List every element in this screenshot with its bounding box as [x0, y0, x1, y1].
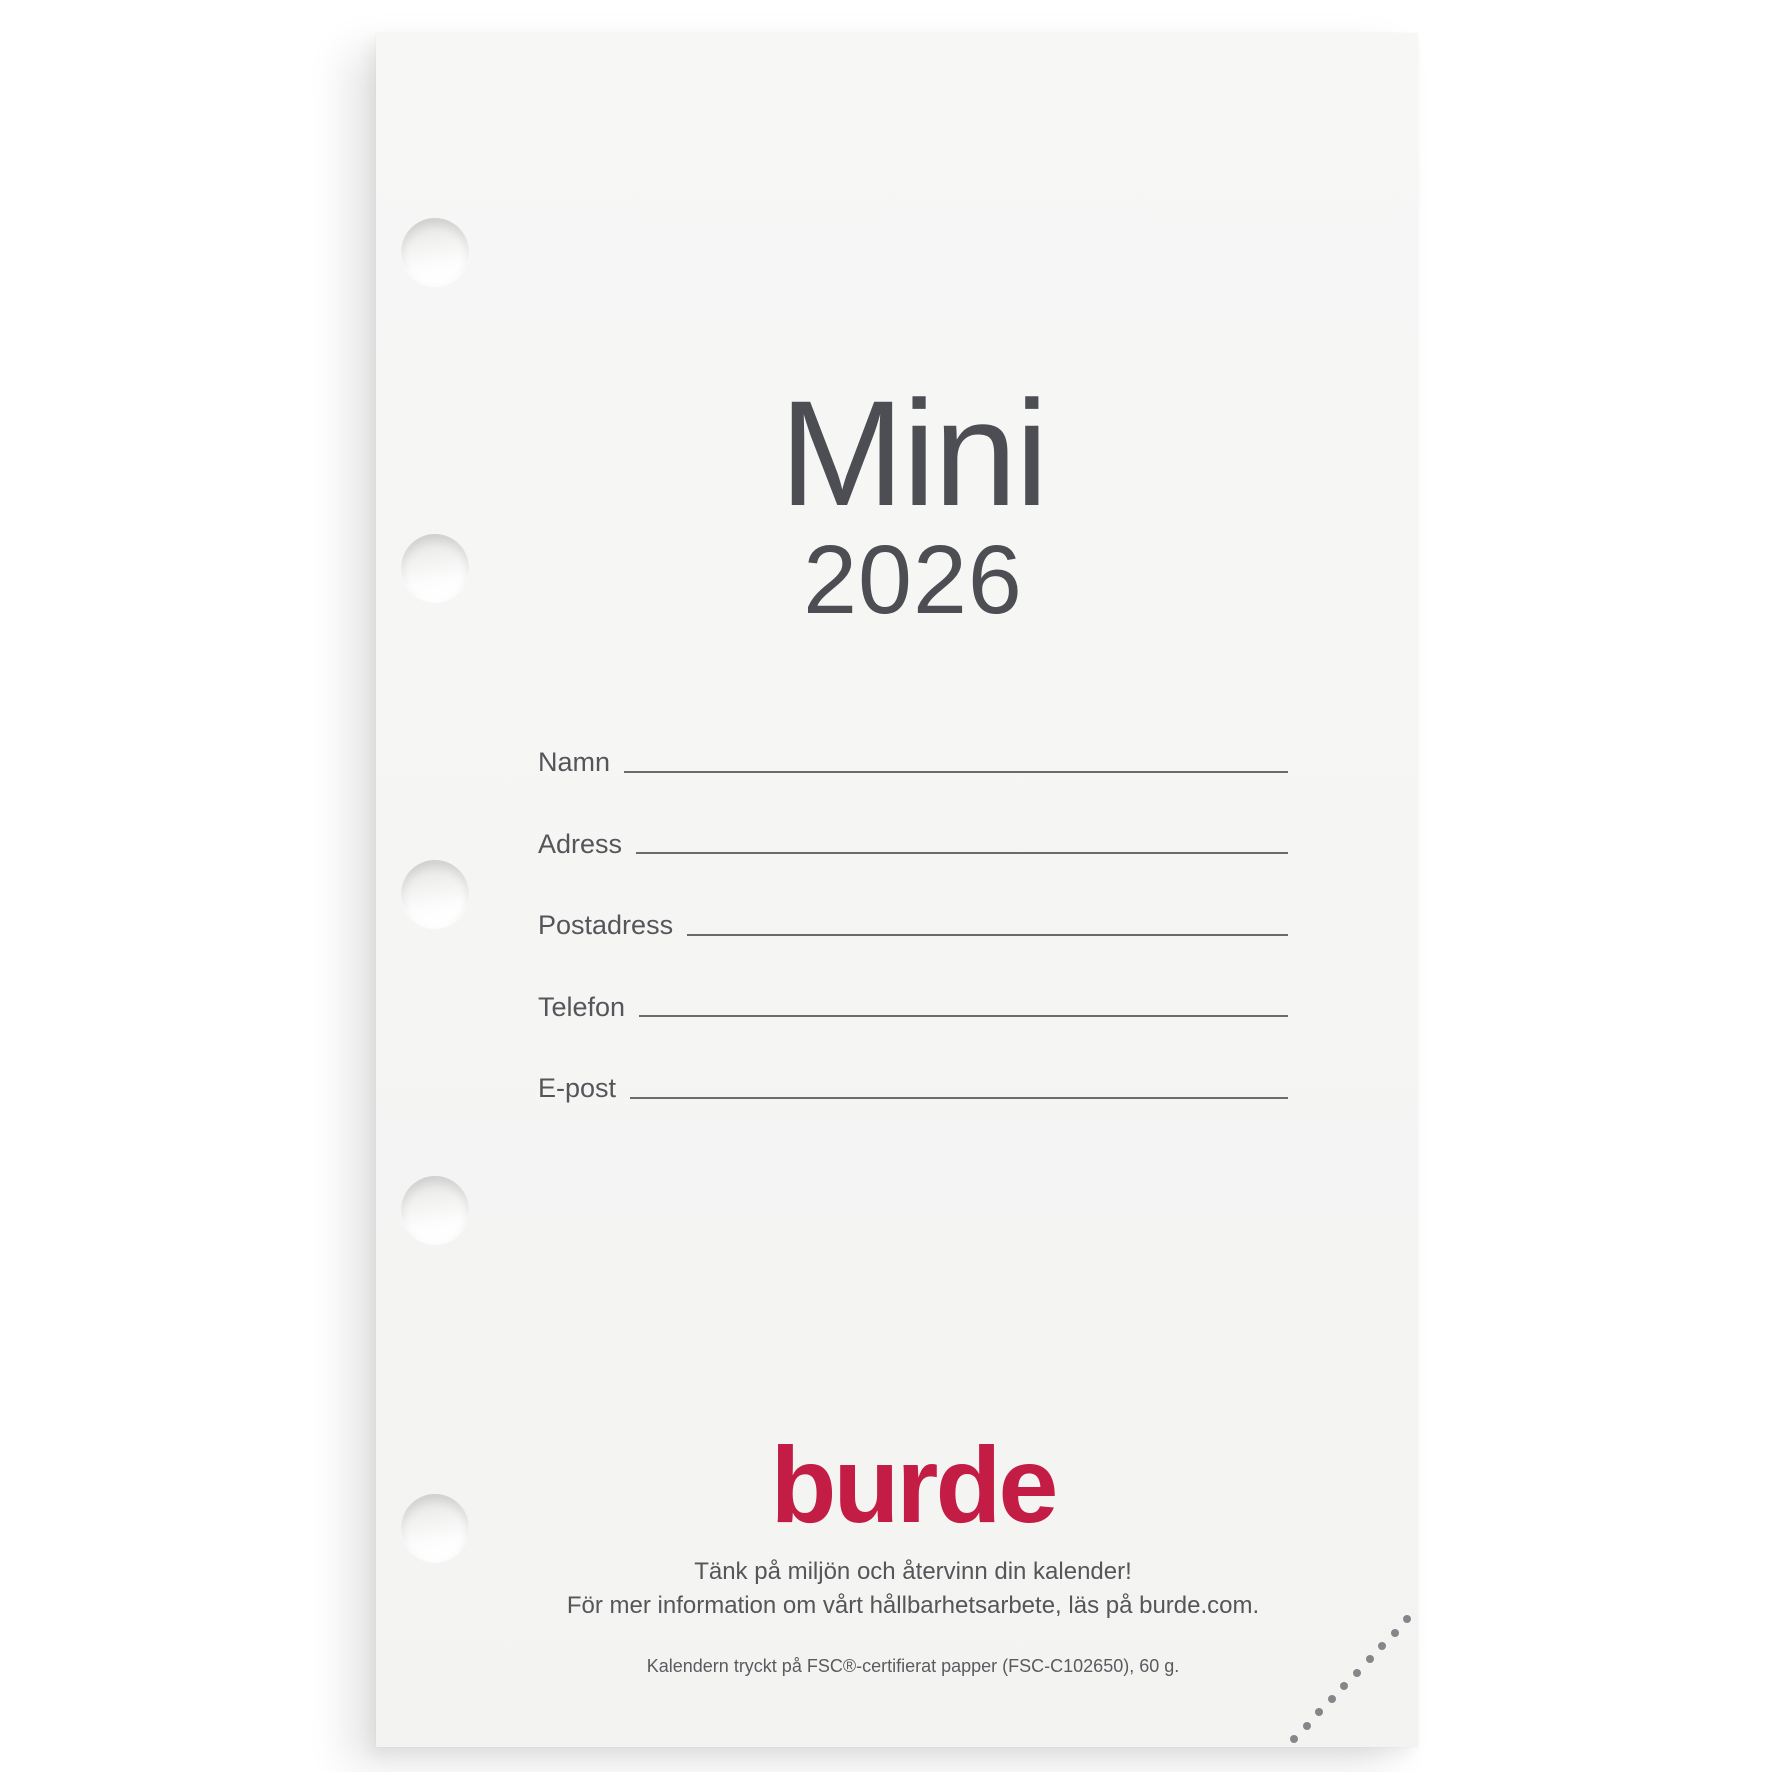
binder-hole	[401, 1176, 469, 1244]
field-label-namn: Namn	[538, 747, 611, 778]
write-in-line-postadress	[687, 934, 1288, 936]
binder-hole	[401, 1494, 469, 1562]
corner-dot	[1366, 1655, 1374, 1663]
corner-dot	[1378, 1642, 1386, 1650]
write-in-line-epost	[630, 1097, 1288, 1099]
form-row-namn	[538, 697, 1288, 779]
paper-certification-note: Kalendern tryckt på FSC®-certifierat papper (FSC-C102650), 60 g.	[646, 1656, 1180, 1676]
eco-note-line1: Tänk på miljön och återvinn din kalender!	[694, 1558, 1132, 1585]
corner-dot	[1353, 1669, 1361, 1677]
printed-content-column	[538, 33, 1288, 1747]
field-label-telefon: Telefon	[538, 991, 626, 1022]
write-in-line-adress	[636, 852, 1288, 854]
write-in-line-telefon	[639, 1015, 1288, 1017]
field-label-epost: E-post	[538, 1073, 617, 1104]
corner-dot	[1403, 1615, 1411, 1623]
form-row-epost	[538, 1023, 1288, 1105]
form-row-adress	[538, 779, 1288, 861]
corner-dot	[1340, 1682, 1348, 1690]
corner-dot	[1303, 1722, 1311, 1730]
binder-hole	[401, 534, 469, 602]
eco-note	[478, 1555, 1348, 1623]
corner-dot	[1290, 1735, 1298, 1743]
field-label-postadress: Postadress	[538, 910, 674, 941]
corner-dot	[1391, 1629, 1399, 1637]
calendar-refill-page	[376, 33, 1418, 1747]
field-label-adress: Adress	[538, 828, 623, 859]
write-in-line-namn	[624, 771, 1288, 773]
page-title: Mini	[779, 369, 1047, 537]
form-row-telefon	[538, 942, 1288, 1024]
eco-note-line2: För mer information om vårt hållbarhetsarbete, läs på burde.com.	[566, 1592, 1260, 1619]
corner-dot	[1315, 1708, 1323, 1716]
corner-dot	[1328, 1695, 1336, 1703]
binder-hole	[401, 860, 469, 928]
page-year: 2026	[803, 525, 1023, 634]
binder-hole	[401, 218, 469, 286]
burde-logo: burde	[770, 1424, 1056, 1545]
owner-info-form	[538, 697, 1288, 1105]
form-row-postadress	[538, 860, 1288, 942]
